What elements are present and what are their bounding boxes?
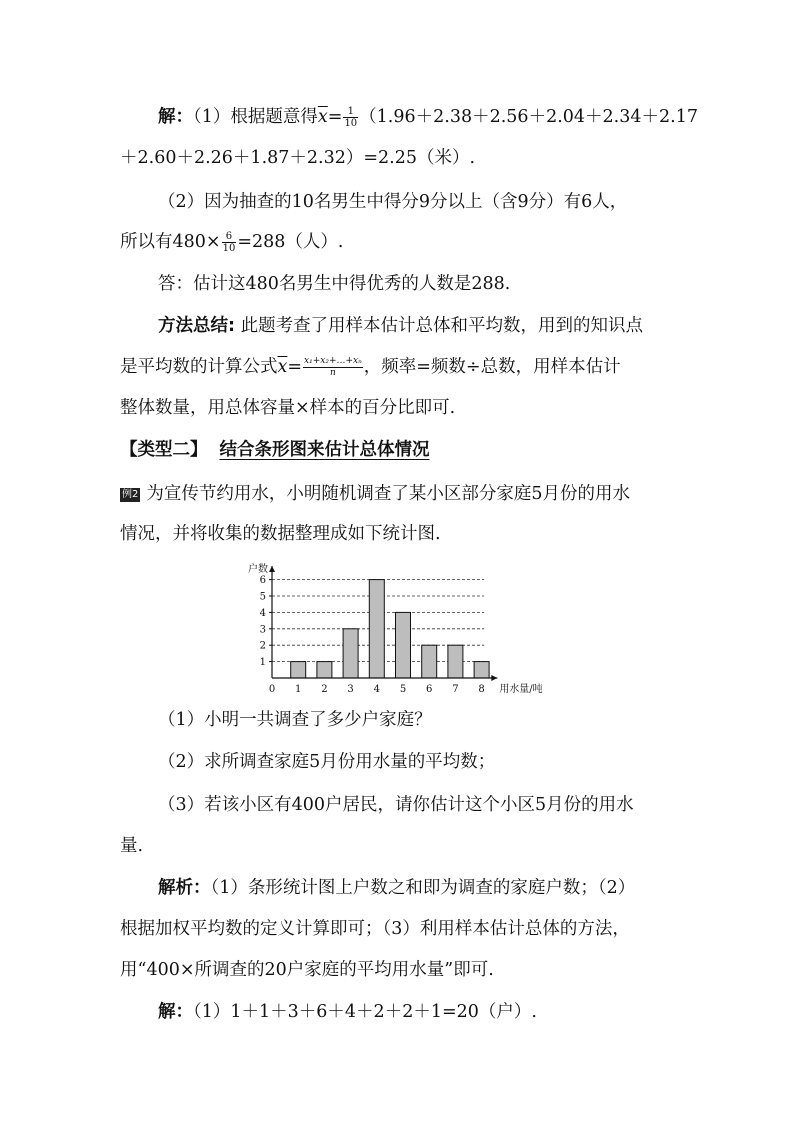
method-text: 是平均数的计算公式: [120, 357, 278, 377]
x-tick-label: 2: [321, 684, 328, 695]
question-3-line-2: 量.: [120, 836, 144, 856]
analysis-text: （1）条形统计图上户数之和即为调查的家庭户数；（2）: [210, 878, 636, 898]
y-tick-label: 1: [259, 657, 266, 669]
question-3-line-1: （3）若该小区有400户居民，请你估计这个小区5月份的用水: [158, 795, 634, 815]
bar: [291, 662, 306, 678]
formula-denominator: n: [330, 368, 336, 378]
x-tick-label: 5: [399, 684, 407, 695]
y-axis-label: 户数: [248, 564, 268, 575]
origin-label: 0: [268, 684, 276, 695]
y-axis-arrow: [269, 566, 275, 572]
x-tick-label: 4: [373, 684, 380, 695]
fraction-numerator: 1: [343, 106, 358, 118]
bar: [317, 662, 332, 678]
part2-line-2: [120, 230, 343, 254]
section-title: 结合条形图来估计总体情况: [219, 440, 430, 460]
fraction-denominator: 10: [222, 243, 236, 254]
formula-numerator: x₁+x₂+…+xₙ: [304, 356, 362, 366]
question-2: （2）求所调查家庭5月份用水量的平均数；: [158, 752, 496, 772]
equals-sign: =: [327, 107, 343, 127]
bar: [343, 629, 358, 678]
x-tick-label: 6: [426, 684, 433, 695]
example-badge: 例2: [122, 489, 139, 500]
section-heading: [120, 438, 430, 462]
solution-text: （1）1＋1＋3＋6＋4＋2＋2＋1=20（户）.: [193, 1002, 537, 1022]
method-label: 方法总结:: [158, 316, 235, 336]
part2-line-1: （2）因为抽查的10名男生中得分9分以上（含9分）有6人，: [158, 192, 628, 212]
bar: [396, 612, 411, 678]
solution2-line-1: [158, 1000, 537, 1024]
y-tick-label: 4: [259, 607, 266, 619]
y-tick-label: 2: [259, 640, 266, 652]
part2-result: =288（人）.: [237, 232, 344, 252]
y-tick-label: 6: [259, 575, 266, 587]
fraction-one-tenth: [343, 106, 358, 129]
analysis-line-2: 根据加权平均数的定义计算即可；（3）利用样本估计总体的方法，: [120, 919, 630, 939]
x-tick-label: 7: [452, 684, 459, 695]
bar-chart: [230, 558, 560, 700]
bar: [474, 662, 489, 678]
solution-label: 解：: [158, 1002, 193, 1022]
method-line-2: [120, 355, 621, 379]
method-line-1: [158, 314, 643, 338]
x-tick-label: 8: [478, 684, 485, 695]
x-tick-label: 3: [347, 684, 354, 695]
mean-symbol: $\overline{x}$: [277, 357, 288, 377]
analysis-label: 解析：: [158, 878, 211, 898]
y-tick-label: 3: [259, 624, 266, 636]
bar: [422, 645, 437, 678]
mean-formula: [303, 356, 363, 379]
analysis-line-3: 用“400×所调查的20户家庭的平均用水量”即可.: [120, 960, 494, 980]
solution-line-2: ＋2.60＋2.26＋1.87＋2.32）=2.25（米）.: [120, 148, 476, 168]
mean-symbol: $\overline{x}$: [317, 107, 328, 127]
analysis-line-1: [158, 876, 635, 900]
example-line-1: [120, 482, 630, 506]
x-axis-arrow: [491, 675, 497, 681]
section-bracket: 【类型二】: [120, 440, 208, 460]
fraction-numerator: 6: [222, 231, 237, 243]
example-text: 为宣传节约用水，小明随机调查了某小区部分家庭5月份的用水: [146, 484, 631, 504]
part2-text: 所以有480×: [120, 232, 221, 252]
fraction-denominator: 10: [344, 118, 358, 129]
y-tick-label: 5: [259, 591, 266, 603]
fraction-six-tenths: [222, 231, 237, 254]
solution-text: （1）根据题意得: [193, 107, 318, 127]
bar: [369, 580, 384, 678]
answer-line: 答：估计这480名男生中得优秀的人数是288.: [158, 274, 511, 294]
x-axis-label: 用水量/吨: [499, 684, 543, 695]
equals-sign: =: [287, 357, 303, 377]
method-line-3: 整体数量，用总体容量×样本的百分比即可.: [120, 398, 456, 418]
method-text: 此题考查了用样本估计总体和平均数，用到的知识点: [235, 316, 644, 336]
bar: [448, 645, 463, 678]
method-text: ，频率=频数÷总数，用样本估计: [363, 357, 621, 377]
x-tick-label: 1: [295, 684, 302, 695]
solution-line-1: [158, 105, 698, 129]
sum-expression: （1.96＋2.38＋2.56＋2.04＋2.34＋2.17: [359, 107, 698, 127]
question-1: （1）小明一共调查了多少户家庭？: [158, 710, 432, 730]
solution-label: 解：: [158, 107, 193, 127]
example-line-2: 情况，并将收集的数据整理成如下统计图.: [120, 524, 441, 544]
